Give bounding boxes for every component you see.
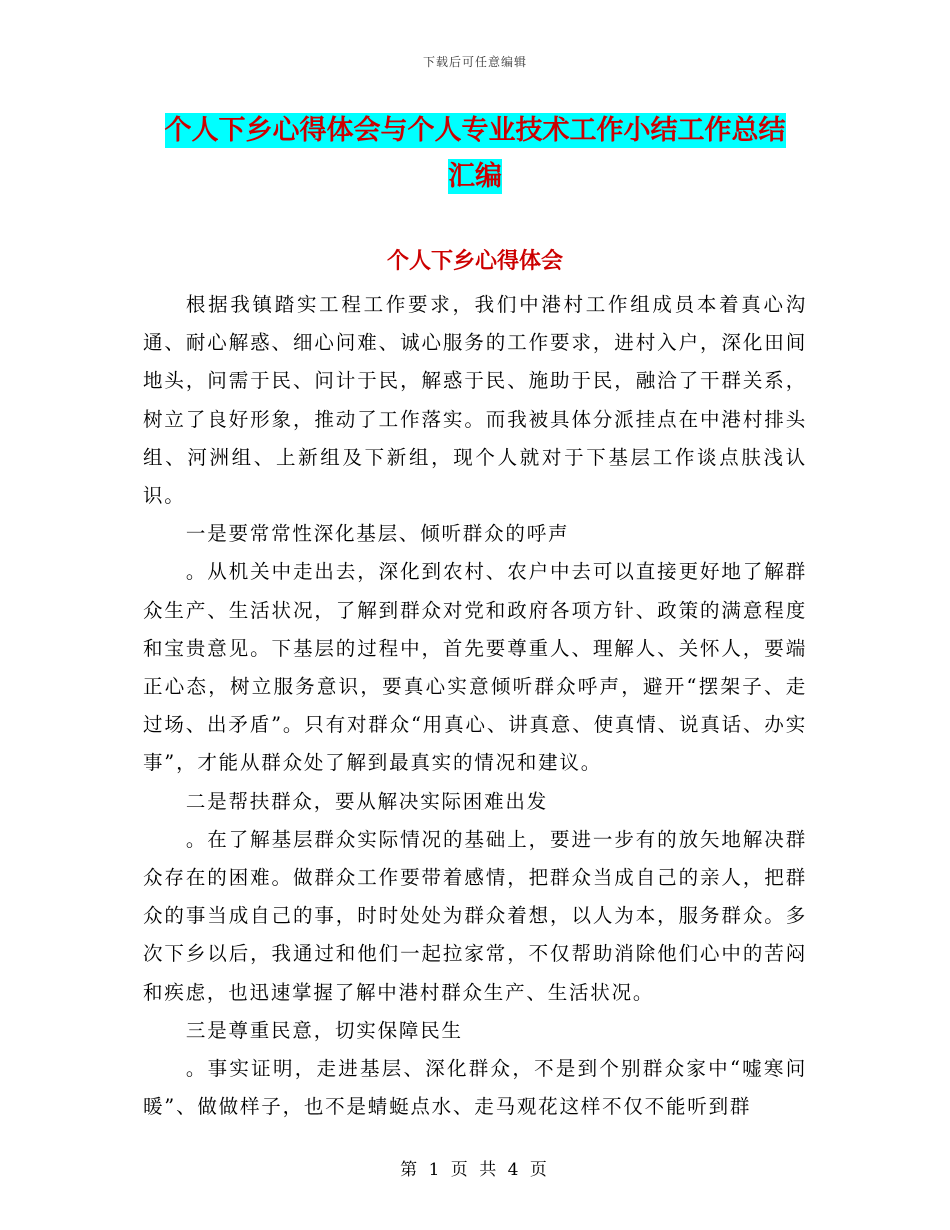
paragraph: 根据我镇踏实工程工作要求，我们中港村工作组成员本着真心沟通、耐心解惑、细心问难、诚心服务的工作要求，进村入户，深化田间地头，问需于民、问计于民，解惑于民、施助于民，融洽了干群关系，树立了良好形象，推动了工作落实。而我被具体分派挂点在中港村排头组、河洲组、上新组及下新组，现个人就对于下基层工作谈点肤浅认识。 <box>143 293 807 508</box>
point-heading: 三是尊重民意，切实保障民生 <box>185 1018 463 1042</box>
title-line-1: 个人下乡心得体会与个人专业技术工作小结工作总结 <box>164 115 786 146</box>
section-title: 个人下乡心得体会 <box>386 249 563 274</box>
document-title <box>140 108 810 200</box>
body-text <box>143 286 807 1126</box>
point-heading: 一是要常常性深化基层、倾听群众的呼声 <box>185 522 570 546</box>
page-number: 第 1 页 共 4 页 <box>400 1160 550 1180</box>
point-heading: 二是帮扶群众，要从解决实际困难出发 <box>185 789 548 813</box>
title-line-2: 汇编 <box>448 161 502 192</box>
paragraph: 。事实证明，走进基层、深化群众，不是到个别群众家中“嘘寒问暖”、做做样子，也不是蜻蜓点水、走马观花这样不仅不能听到群 <box>143 1057 807 1119</box>
paragraph: 。在了解基层群众实际情况的基础上，要进一步有的放矢地解决群众存在的困难。做群众工作要带着感情，把群众当成自己的亲人，把群众的事当成自己的事，时时处处为群众着想，以人为本，服务群众。多次下乡以后，我通过和他们一起拉家常，不仅帮助消除他们心中的苦闷和疾虑，也迅速掌握了解中港村群众生产、生活状况。 <box>143 827 807 1004</box>
paragraph: 。从机关中走出去，深化到农村、农户中去可以直接更好地了解群众生产、生活状况，了解到群众对党和政府各项方针、政策的满意程度和宝贵意见。下基层的过程中，首先要尊重人、理解人、关怀人，要端正心态，树立服务意识，要真心实意倾听群众呼声，避开“摆架子、走过场、出矛盾”。只有对群众“用真心、讲真意、使真情、说真话、办实事”，才能从群众处了解到最真实的情况和建议。 <box>143 560 807 775</box>
header-note: 下载后可任意编辑 <box>422 55 527 69</box>
